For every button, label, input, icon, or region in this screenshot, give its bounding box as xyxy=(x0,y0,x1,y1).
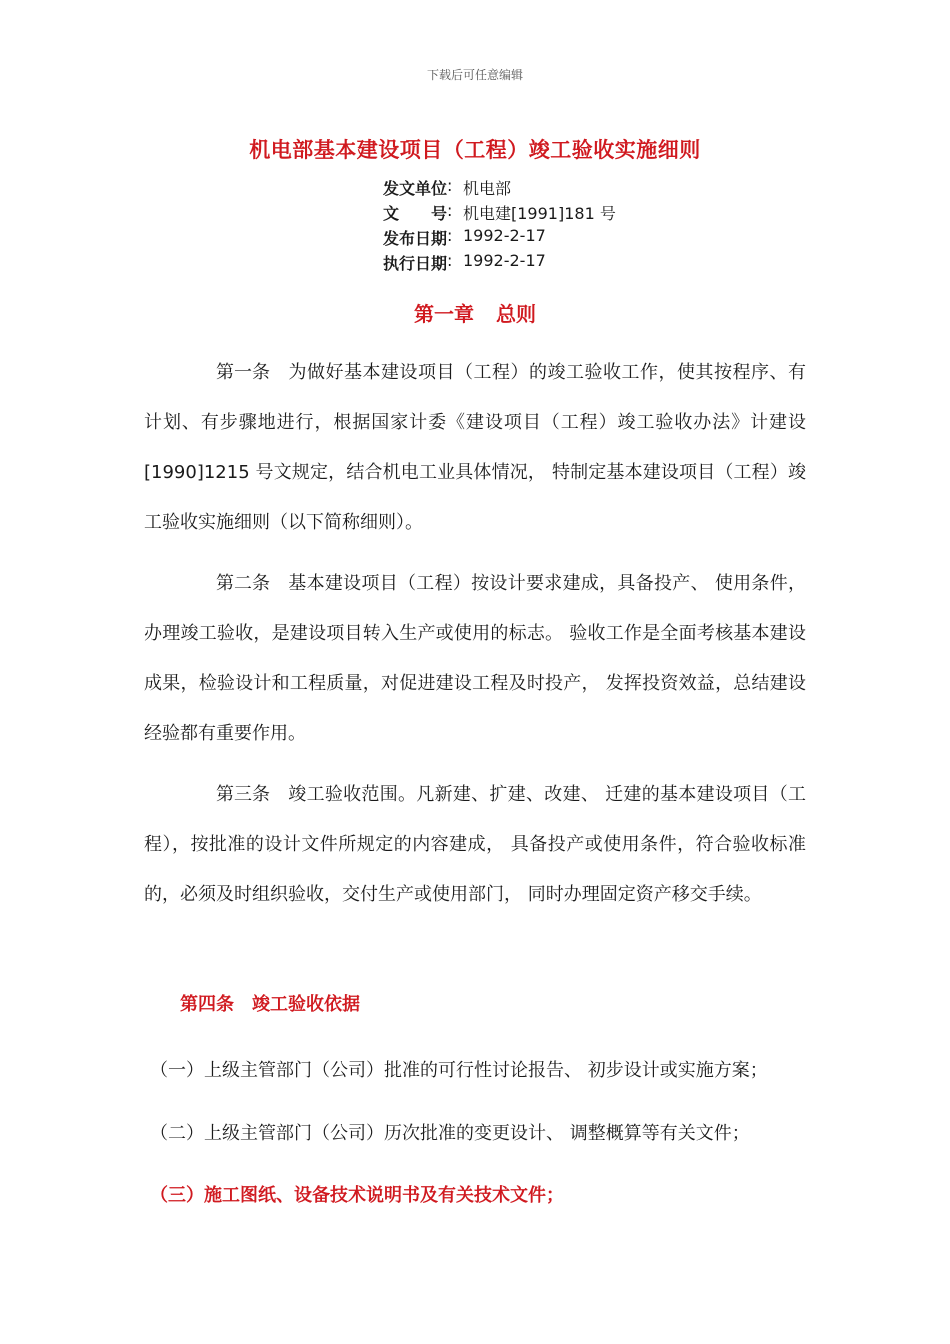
meta-label: 发布日期 xyxy=(382,229,447,248)
chapter-name: 总则 xyxy=(496,302,536,326)
article-body: 为做好基本建设项目（工程）的竣工验收工作，使其按程序、有计划、有步骤地进行，根据国家计委《建设项目（工程）竣工验收办法》计建设[1990]1215 号文规定，结合机电工业具体情况， 特制定基本建设项目（工程）竣工验收实施细则（以下简称细则）。 xyxy=(144,362,806,533)
meta-separator: : xyxy=(447,251,453,270)
meta-value: 机电部 xyxy=(463,179,512,198)
article-body: 竣工验收范围。凡新建、扩建、改建、 迁建的基本建设项目（工程），按批准的设计文件所规定的内容建成， 具备投产或使用条件，符合验收标准的，必须及时组织验收，交付生产或使用部门， 同时办理固定资产移交手续。 xyxy=(144,784,806,905)
article-number: 第四条 xyxy=(180,994,234,1015)
meta-separator: : xyxy=(447,201,453,220)
chapter-heading xyxy=(0,298,950,327)
article-title: 竣工验收依据 xyxy=(252,994,360,1015)
meta-label: 执行日期 xyxy=(382,254,447,273)
download-watermark: 下载后可任意编辑 xyxy=(426,68,523,82)
list-item: （二）上级主管部门（公司）历次批准的变更设计、 调整概算等有关文件； xyxy=(150,1123,750,1144)
meta-label: 文 号 xyxy=(382,204,447,223)
meta-value: 1992-2-17 xyxy=(463,226,546,245)
article-number: 第三条 xyxy=(216,784,270,805)
article-2 xyxy=(144,559,806,759)
meta-label: 发文单位 xyxy=(382,179,447,198)
meta-value: 机电建[1991]181 号 xyxy=(463,204,616,223)
article-4-heading xyxy=(180,990,360,1016)
document-title: 机电部基本建设项目（工程）竣工验收实施细则 xyxy=(249,138,701,162)
list-item: （一）上级主管部门（公司）批准的可行性讨论报告、 初步设计或实施方案； xyxy=(150,1060,768,1081)
article-3 xyxy=(144,770,806,920)
article-body: 基本建设项目（工程）按设计要求建成，具备投产、 使用条件，办理竣工验收，是建设项目转入生产或使用的标志。 验收工作是全面考核基本建设成果，检验设计和工程质量，对促进建设工程及时投产， 发挥投资效益，总结建设经验都有重要作用。 xyxy=(144,573,806,744)
article-1 xyxy=(144,348,806,548)
list-item-highlighted: （三）施工图纸、设备技术说明书及有关技术文件； xyxy=(150,1185,564,1206)
meta-value: 1992-2-17 xyxy=(463,251,546,270)
meta-separator: : xyxy=(447,176,453,195)
article-number: 第一条 xyxy=(216,362,270,383)
article-number: 第二条 xyxy=(216,573,270,594)
meta-separator: : xyxy=(447,226,453,245)
chapter-number: 第一章 xyxy=(414,302,474,326)
